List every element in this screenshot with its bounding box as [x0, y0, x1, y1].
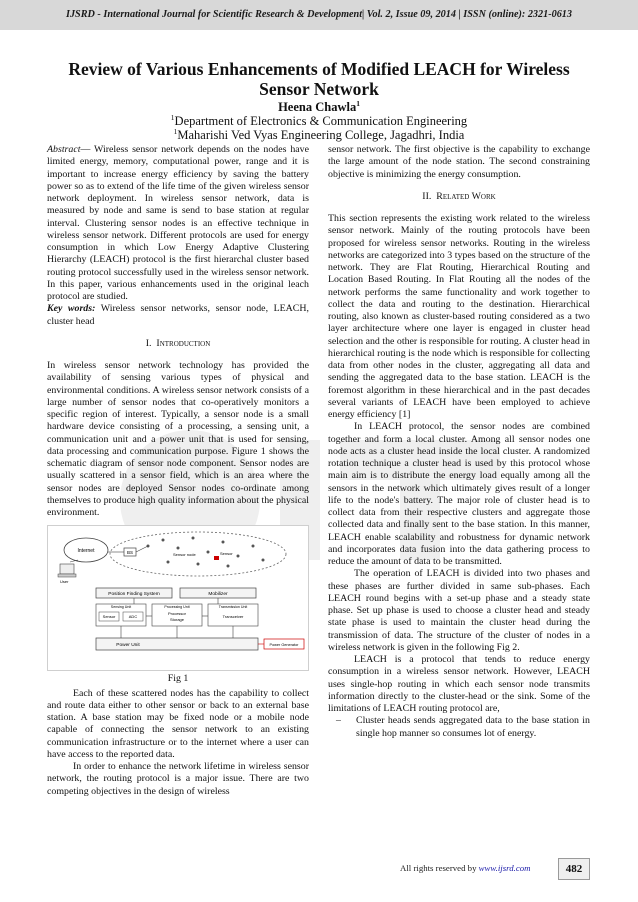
paragraph-leach-limitations: LEACH is a protocol that tends to reduce energy consumption in a wireless sensor network. However, LEACH uses single-hop routing in which each sensor node transmits information directly to the cluster-head or the sink. Some of the limitations of LEACH routing protocol are, [328, 654, 590, 714]
label-processor: Processor [167, 611, 187, 617]
paragraph-related-work: This section represents the existing work related to the wireless sensor network. Mainly of the routing protocols have been proposed for wireless sensor networks. Routing in the wireless networks are categorized into 3 types based on the structure of the network. They are Flat Routing, Hierarchical Routing and Location Based Routing. In Flat Routing all the nodes of the network performs the same functionality and work together to collect the data and routing to the destination. Hierarchical routing, also known as cluster-based routing considered as a two layer architecture where one layer is engaged in cluster head selection and the other is responsible for routing. A cluster head in hierarchical routing is the node which is responsible for collecting data from other nodes in the cluster, aggregating all data and sending the aggregated data to the base station. LEACH is the foremost algorithm in these hierarchical and in the past decades several variants of LEACH have been employed to achieve energy efficiency [1] [328, 213, 590, 420]
label-storage: Storage [169, 617, 185, 623]
label-processing-unit: Processing Unit [164, 605, 190, 610]
label-internet: Internet [77, 548, 95, 555]
footer-site-link[interactable]: www.ijsrd.com [478, 863, 531, 873]
abstract: Abstract— Wireless sensor network depends on the nodes have limited energy, memory, computational power, range and it is important to increase energy efficiency by saving the battery power so as to extend of the life time of the given wireless sensor network deployment. In wireless sensor network, data is measured by node and same is send to base station at regular interval. Clustering sensor nodes is an effective technique in wireless sensor network. Different protocols are used for energy consumption in which Low Energy Adaptive Clustering Hierarchy (LEACH) protocol is the first hierarchal cluster based routing protocol successfully used in the wireless sensor network. In this paper, various enhancements used in the original leach protocol are studied. [47, 144, 309, 302]
limitations-list [328, 715, 590, 740]
section-heading-introduction: I. Introduction [145, 337, 211, 349]
paragraph-leach-protocol: In LEACH protocol, the sensor nodes are combined together and form a local cluster. Among all sensor nodes one node acts as a cluster head inside the local cluster. A randomized rotation technique a cluster head is used by this protocol whose main aim is to distribute the energy load equally among all the sensors in the network which ultimately gives result of a longer life to the node's battery. The major role of cluster head is to collect data from their respective clusters and aggregate those collected data and finally sent to the base station. In this manner, LEACH enable scalability and robustness for dynamic network and incorporates data fusion into the data gathering process to reduce the amount of data to be transmitted. [328, 421, 590, 567]
paper-title: Review of Various Enhancements of Modified LEACH for Wireless Sensor Network [68, 59, 570, 99]
label-power-generator: Power Generator [269, 643, 299, 648]
label-mobilizer: Mobilizer [208, 592, 228, 598]
label-sensor: Sensor [102, 614, 116, 620]
intro-paragraph: In wireless sensor network technology has provided the availability of sensing various types of physical and environmental conditions. A wireless sensor network consists of a large number of sensor nodes that co-operatively monitors a specific region of interest. Typically, a sensor node is a small hardware device consisting of a processing, a sensing unit, a communication unit and a power unit that is used for sensing, data processing and communication purpose. Figure 1 shows the schematic diagram of sensor node component. Sensor nodes are usually scattered in a sensor field, which is an area where the sensor nodes are deployed Sensor nodes co-ordinate among themselves to produce high quality information about the physical environment. [47, 360, 309, 518]
section-heading-related-work: II. Related Work [422, 190, 496, 202]
label-power-unit: Power Unit [116, 643, 140, 649]
label-bs: BS [126, 550, 134, 556]
list-item: – Cluster heads sends aggregated data to the base station in single hop manner so consumes lot of energy. [336, 715, 590, 739]
label-transceiver: Transceiver [222, 614, 244, 620]
page-number: 482 [558, 858, 590, 880]
affiliation-department: $^1$Department of Electronics & Communication Engineering [170, 112, 468, 128]
left-column [47, 144, 309, 798]
label-sensor-field: Sensor [220, 551, 233, 557]
keywords: Key words: Wireless sensor networks, sensor node, LEACH, cluster head [47, 303, 309, 327]
author-name: Heena Chawla$^1$ [278, 98, 360, 114]
figure-sensor-node-diagram [47, 525, 309, 671]
footer-rights: All rights reserved by www.ijsrd.com [400, 863, 531, 873]
paragraph-scattered-nodes: Each of these scattered nodes has the capability to collect and route data either to other sensor or back to an external base station. A base station may be fixed node or a mobile node capable of connecting the sensor network to an existing communication infrastructure or to the internet where a user can have access to the reported data. [47, 687, 309, 760]
label-sensor-node: Sensor node [173, 552, 196, 558]
right-column [328, 144, 590, 740]
label-sensing-unit: Sensing Unit [110, 605, 132, 610]
label-adc: ADC [128, 614, 138, 620]
paragraph-objectives: sensor network. The first objective is the capability to exchange the large amount of the node station. The second constraining objective is minimizing the energy consumption. [328, 144, 590, 180]
label-position-finding: Position Finding System [108, 592, 160, 598]
paragraph-network-lifetime: In order to enhance the network lifetime in wireless sensor network, the routing protocol is a major issue. There are two competing objectives in the design of wireless [47, 761, 309, 797]
affiliation-college: $^1$Maharishi Ved Vyas Engineering College, Jagadhri, India [173, 126, 465, 142]
journal-header: IJSRD - International Journal for Scientific Research & Development| Vol. 2, Issue 09, 2014 | ISSN (online): 2321-0613 [66, 9, 572, 20]
label-transmission-unit: Transmission Unit [218, 605, 248, 610]
figure-caption: Fig 1 [167, 673, 189, 685]
label-user: User [60, 579, 69, 585]
paragraph-leach-operation: The operation of LEACH is divided into two phases and these phases are further divided in same sub-phases. Each LEACH round begins with a set-up phase and a steady state phase. Set up phase is used to choose a cluster head and steady state phase is used to maintain the cluster head during the transmission of data. The structure of the cluster of nodes in a wireless network is given in the following Fig 2. [328, 568, 590, 653]
